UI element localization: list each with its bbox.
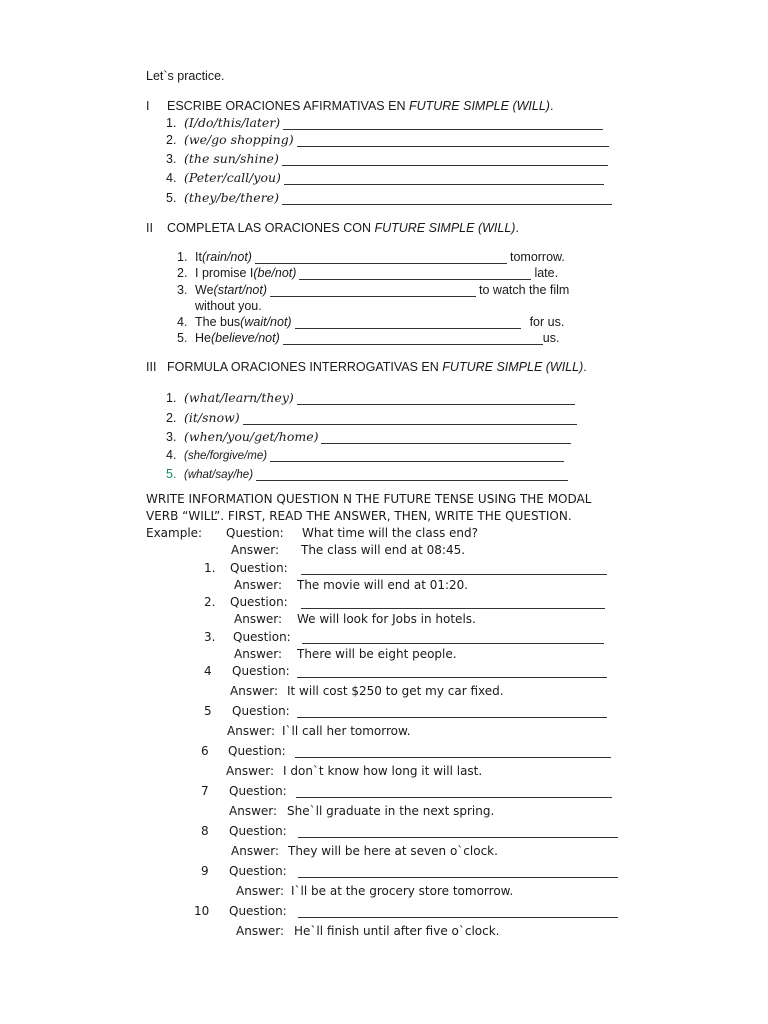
s2-item-3-verb: (start/not): [213, 283, 268, 297]
s2-item-2: [177, 264, 558, 280]
q8-num: 8: [201, 824, 209, 838]
s2-item-2-verb: (be/not): [253, 266, 297, 280]
example-answer-row: [231, 543, 465, 557]
section-3-title-prefix: FORMULA ORACIONES INTERROGATIVAS EN: [167, 360, 443, 374]
q8-question-line[interactable]: [298, 825, 618, 838]
s2-item-2-num: 2.: [177, 266, 188, 280]
q6-answer-text: I don`t know how long it will last.: [283, 764, 483, 778]
section-3-roman: III: [146, 360, 157, 374]
example-label: Example:: [146, 526, 203, 540]
q5-answer-row: [227, 724, 411, 738]
s3-item-1-prompt: (what/learn/they): [184, 390, 294, 405]
q4-answer-row: [230, 684, 504, 698]
section-2-title-suffix: .: [515, 221, 519, 235]
q7-answer-label: Answer:: [229, 804, 278, 818]
q9-question-row: [201, 864, 621, 878]
s3-item-3: [166, 428, 574, 444]
q9-answer-row: [236, 884, 513, 898]
s3-item-5: [166, 465, 571, 481]
example-answer-text: The class will end at 08:45.: [301, 543, 466, 557]
q2-answer-row: [234, 612, 476, 626]
s1-item-1-prompt: (I/do/this/later): [184, 115, 281, 130]
q10-answer-label: Answer:: [236, 924, 285, 938]
s2-item-4-num: 4.: [177, 315, 188, 329]
s3-item-1-answer-line[interactable]: [297, 392, 575, 405]
s1-item-1-num: 1.: [166, 116, 177, 130]
s2-item-5: [177, 329, 559, 345]
q4-answer-text: It will cost $250 to get my car fixed.: [287, 684, 504, 698]
s2-item-5-post: us.: [542, 331, 560, 345]
s2-item-4-answer-line[interactable]: [295, 316, 521, 329]
s3-item-4: [166, 446, 567, 462]
s1-item-5: [166, 189, 615, 205]
q2-num: 2.: [204, 595, 216, 609]
q1-answer-row: [234, 578, 468, 592]
q2-question-line[interactable]: [301, 596, 605, 609]
q8-question-label: Question:: [229, 824, 287, 838]
q3-question-row: [204, 630, 607, 644]
section-2-title: [146, 221, 519, 235]
s2-item-3-continuation: without you.: [195, 299, 262, 313]
s3-item-3-num: 3.: [166, 430, 177, 444]
q2-question-label: Question:: [230, 595, 288, 609]
s2-item-3-pre: We: [195, 283, 214, 297]
q8-answer-label: Answer:: [231, 844, 280, 858]
example-question-label: Question:: [226, 526, 284, 540]
q7-question-row: [201, 784, 615, 798]
s2-item-4-verb: (wait/not): [240, 315, 292, 329]
s2-item-2-answer-line[interactable]: [299, 267, 531, 280]
q2-answer-label: Answer:: [234, 612, 283, 626]
s1-item-3-answer-line[interactable]: [282, 153, 608, 166]
q10-answer-text: He`ll finish until after five o`clock.: [294, 924, 500, 938]
s1-item-2-prompt: (we/go shopping): [184, 132, 294, 147]
s1-item-4-num: 4.: [166, 171, 177, 185]
q6-answer-row: [226, 764, 482, 778]
q7-answer-text: She`ll graduate in the next spring.: [287, 804, 495, 818]
q10-question-row: [194, 904, 621, 918]
s3-item-2-prompt: (it/snow): [184, 410, 240, 425]
q1-question-label: Question:: [230, 561, 288, 575]
section-3-title-suffix: .: [583, 360, 587, 374]
s2-item-5-verb: (believe/not): [210, 331, 280, 345]
q3-num: 3.: [204, 630, 216, 644]
s3-item-3-prompt: (when/you/get/home): [184, 429, 319, 444]
q3-answer-row: [234, 647, 457, 661]
s1-item-2-answer-line[interactable]: [297, 134, 609, 147]
s3-item-2-num: 2.: [166, 411, 177, 425]
s3-item-1: [166, 389, 578, 405]
q4-num: 4: [204, 664, 212, 678]
q2-question-row: [204, 595, 608, 609]
q10-num: 10: [194, 904, 210, 918]
s2-item-1: [177, 248, 565, 264]
s3-item-4-prompt: (she/forgive/me): [184, 450, 268, 462]
s2-item-3-post: to watch the film: [479, 283, 570, 297]
s2-item-1-num: 1.: [177, 250, 188, 264]
section-1-title-prefix: ESCRIBE ORACIONES AFIRMATIVAS EN: [167, 99, 409, 113]
section-4-instruction-line-1: WRITE INFORMATION QUESTION N THE FUTURE TENSE USING THE MODAL: [146, 492, 592, 506]
s3-item-5-num: 5.: [166, 467, 177, 481]
s1-item-2-num: 2.: [166, 133, 177, 147]
q6-answer-label: Answer:: [226, 764, 275, 778]
s2-item-4: [177, 313, 564, 329]
s1-item-1-answer-line[interactable]: [283, 117, 603, 130]
q4-answer-label: Answer:: [230, 684, 279, 698]
s3-item-4-answer-line[interactable]: [270, 449, 564, 462]
s1-item-3-prompt: (the sun/shine): [184, 151, 279, 166]
q4-question-label: Question:: [232, 664, 290, 678]
s3-item-4-num: 4.: [166, 448, 177, 462]
q3-answer-text: There will be eight people.: [297, 647, 457, 661]
q7-question-line[interactable]: [296, 785, 612, 798]
s2-item-4-post: for us.: [529, 315, 565, 329]
q7-answer-row: [229, 804, 494, 818]
section-1-title: [146, 99, 553, 113]
q2-answer-text: We will look for Jobs in hotels.: [297, 612, 476, 626]
q4-question-row: [204, 664, 610, 678]
q4-question-line[interactable]: [297, 665, 607, 678]
q6-num: 6: [201, 744, 209, 758]
q8-question-row: [201, 824, 621, 838]
q5-question-line[interactable]: [297, 705, 607, 718]
q3-question-line[interactable]: [302, 631, 604, 644]
q1-question-line[interactable]: [301, 562, 607, 575]
s2-item-3-answer-line[interactable]: [270, 284, 476, 297]
section-2-title-prefix: COMPLETA LAS ORACIONES CON: [167, 221, 375, 235]
q9-answer-text: I`ll be at the grocery store tomorrow.: [291, 884, 514, 898]
section-1-title-italic: FUTURE SIMPLE (WILL): [408, 99, 550, 113]
s3-item-5-answer-line[interactable]: [256, 468, 568, 481]
q5-num: 5: [204, 704, 212, 718]
section-4-instruction-line-2: VERB “WILL”. FIRST, READ THE ANSWER, THEN, WRITE THE QUESTION.: [146, 509, 572, 523]
s2-item-1-post: tomorrow.: [509, 250, 565, 264]
q3-answer-label: Answer:: [234, 647, 283, 661]
q5-answer-label: Answer:: [227, 724, 276, 738]
intro-text: Let`s practice.: [146, 69, 225, 83]
s2-item-2-pre: I promise I: [195, 266, 254, 280]
q8-answer-text: They will be here at seven o`clock.: [288, 844, 498, 858]
s2-item-1-verb: (rain/not): [201, 250, 252, 264]
q6-question-line[interactable]: [295, 745, 611, 758]
q10-question-line[interactable]: [298, 905, 618, 918]
s3-item-5-prompt: (what/say/he): [184, 469, 254, 481]
s2-item-3: [177, 281, 569, 297]
q5-question-row: [204, 704, 610, 718]
section-3-title: [146, 360, 587, 374]
q1-num: 1.: [204, 561, 216, 575]
q10-answer-row: [236, 924, 500, 938]
q9-num: 9: [201, 864, 209, 878]
s1-item-4-answer-line[interactable]: [284, 172, 604, 185]
s1-item-3: [166, 150, 611, 166]
s2-item-1-answer-line[interactable]: [255, 251, 507, 264]
s1-item-1: [166, 114, 606, 130]
s2-item-5-answer-line[interactable]: [283, 332, 543, 345]
section-2-title-italic: FUTURE SIMPLE (WILL): [374, 221, 516, 235]
q8-answer-row: [231, 844, 498, 858]
q10-question-label: Question:: [229, 904, 287, 918]
s2-item-1-pre: It: [195, 250, 202, 264]
q1-answer-label: Answer:: [234, 578, 283, 592]
section-2-roman: II: [146, 221, 153, 235]
s3-item-2-answer-line[interactable]: [243, 412, 577, 425]
example-answer-label: Answer:: [231, 543, 280, 557]
s2-item-4-pre: The bus: [195, 315, 241, 329]
s2-item-2-post: late.: [534, 266, 559, 280]
q9-question-label: Question:: [229, 864, 287, 878]
q7-question-label: Question:: [229, 784, 287, 798]
section-3-title-italic: FUTURE SIMPLE (WILL): [442, 360, 584, 374]
q5-question-label: Question:: [232, 704, 290, 718]
section-1-title-suffix: .: [549, 99, 554, 113]
q9-answer-label: Answer:: [236, 884, 285, 898]
q3-question-label: Question:: [233, 630, 291, 644]
s1-item-4-prompt: (Peter/call/you): [184, 170, 281, 185]
q5-answer-text: I`ll call her tomorrow.: [282, 724, 411, 738]
s1-item-5-answer-line[interactable]: [282, 192, 612, 205]
s3-item-1-num: 1.: [166, 391, 177, 405]
q6-question-label: Question:: [228, 744, 286, 758]
s3-item-3-answer-line[interactable]: [321, 431, 571, 444]
s1-item-2: [166, 131, 612, 147]
example-question-row: [146, 526, 478, 540]
s1-item-4: [166, 169, 607, 185]
q9-question-line[interactable]: [298, 865, 618, 878]
s1-item-5-prompt: (they/be/there): [184, 190, 279, 205]
s2-item-5-num: 5.: [177, 331, 188, 345]
s1-item-5-num: 5.: [166, 191, 177, 205]
q1-answer-text: The movie will end at 01:20.: [297, 578, 469, 592]
s1-item-3-num: 3.: [166, 152, 177, 166]
q1-question-row: [204, 561, 610, 575]
example-question-text: What time will the class end?: [302, 526, 478, 540]
section-1-roman: I: [146, 99, 150, 113]
q7-num: 7: [201, 784, 209, 798]
s3-item-2: [166, 409, 580, 425]
s2-item-3-num: 3.: [177, 283, 188, 297]
s2-item-5-pre: He: [195, 331, 211, 345]
q6-question-row: [201, 744, 614, 758]
